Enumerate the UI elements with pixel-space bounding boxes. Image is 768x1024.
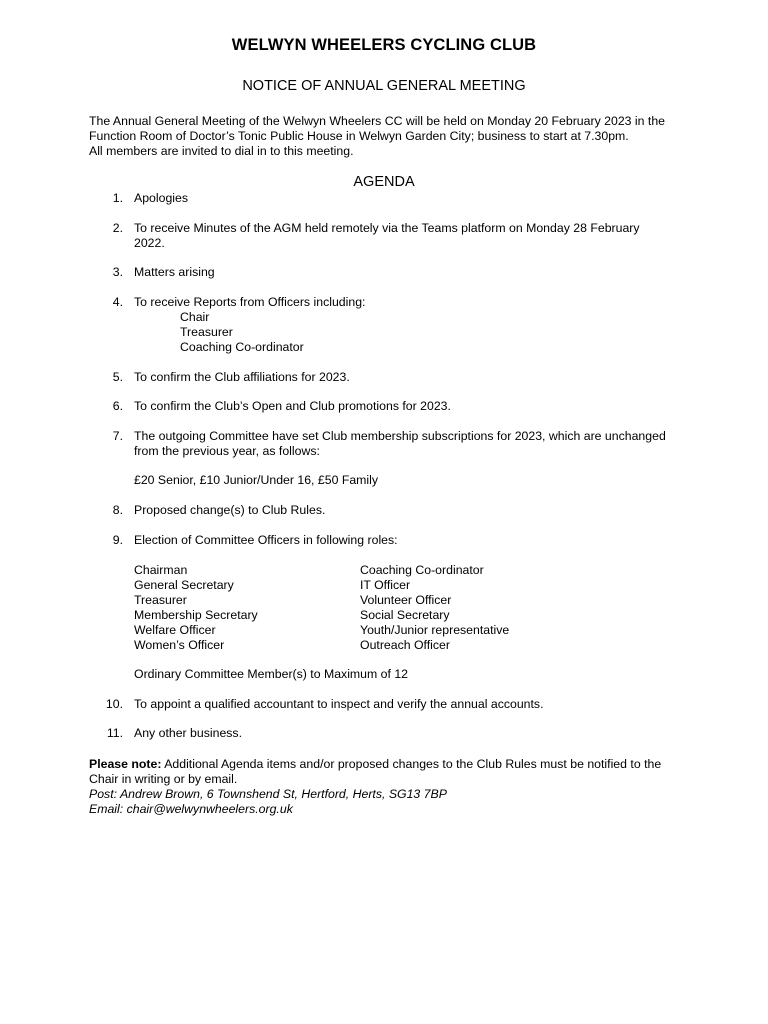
ordinary-members-note: Ordinary Committee Member(s) to Maximum of 12	[134, 667, 409, 681]
committee-role: Volunteer Officer	[360, 593, 452, 607]
committee-role: Coaching Co-ordinator	[360, 563, 484, 577]
agenda-item-text: from the previous year, as follows:	[134, 444, 320, 458]
document-title: WELWYN WHEELERS CYCLING CLUB	[231, 36, 537, 54]
agenda-item-number: 5.	[112, 370, 123, 384]
document-subtitle: NOTICE OF ANNUAL GENERAL MEETING	[242, 78, 526, 94]
agenda-item-text: To receive Minutes of the AGM held remotely via the Teams platform on Monday 28 February	[134, 221, 640, 235]
agenda-item-text: Proposed change(s) to Club Rules.	[134, 503, 326, 517]
committee-role: Chairman	[134, 563, 188, 577]
agenda-item-text: Election of Committee Officers in following roles:	[134, 533, 398, 547]
postal-address: Post: Andrew Brown, 6 Townshend St, Hertford, Herts, SG13 7BP	[89, 787, 447, 801]
roles-left-column	[134, 563, 258, 653]
agenda-item-text: The outgoing Committee have set Club membership subscriptions for 2023, which are unchanged	[134, 429, 666, 443]
intro-line: All members are invited to dial in to this meeting.	[89, 144, 354, 158]
agenda-item-text: 2022.	[134, 236, 165, 250]
please-note-section	[89, 757, 689, 817]
agenda-item-number: 10.	[105, 697, 123, 711]
agenda-item-number: 3.	[112, 265, 123, 279]
intro-paragraph	[89, 114, 689, 159]
agenda-item-number: 11.	[106, 726, 123, 740]
committee-role: Women’s Officer	[134, 638, 225, 652]
agenda-item-text: To receive Reports from Officers including:	[134, 295, 366, 309]
committee-role: General Secretary	[134, 578, 234, 592]
committee-role: Treasurer	[134, 593, 187, 607]
agenda-item-number: 1.	[112, 191, 123, 205]
committee-role: Welfare Officer	[134, 623, 216, 637]
agenda-item-number: 8.	[112, 503, 123, 517]
note-line	[89, 757, 689, 772]
agenda-item-text: To appoint a qualified accountant to inspect and verify the annual accounts.	[134, 697, 544, 711]
agenda-item-text: To confirm the Club’s Open and Club promotions for 2023.	[134, 399, 451, 413]
subscription-rates: £20 Senior, £10 Junior/Under 16, £50 Family	[134, 473, 379, 487]
note-line: Chair in writing or by email.	[89, 772, 238, 786]
committee-role: Membership Secretary	[134, 608, 258, 622]
note-label: Please note:	[89, 757, 162, 771]
agenda-item-text: Matters arising	[134, 265, 215, 279]
agenda-item-number: 9.	[112, 533, 123, 547]
note-text: Additional Agenda items and/or proposed changes to the Club Rules must be notified to the	[161, 757, 662, 771]
agenda-item-number: 4.	[112, 295, 123, 309]
intro-line: The Annual General Meeting of the Welwyn Wheelers CC will be held on Monday 20 February 2023 in the	[89, 114, 665, 128]
committee-role: Social Secretary	[360, 608, 450, 622]
agenda-item-text: To confirm the Club affiliations for 2023.	[134, 370, 350, 384]
agenda-item-number: 2.	[112, 221, 123, 235]
committee-role: IT Officer	[360, 578, 411, 592]
report-officer: Treasurer	[180, 325, 233, 339]
roles-right-column	[360, 563, 509, 653]
intro-line: Function Room of Doctor’s Tonic Public House in Welwyn Garden City; business to start at 7.30pm.	[89, 129, 629, 143]
contact-email: Email: chair@welwynwheelers.org.uk	[89, 802, 293, 816]
agenda-item-text: Any other business.	[134, 726, 243, 740]
report-officer: Chair	[180, 310, 210, 324]
committee-role: Youth/Junior representative	[360, 623, 510, 637]
committee-role: Outreach Officer	[360, 638, 450, 652]
agenda-heading: AGENDA	[353, 174, 415, 190]
report-officer: Coaching Co-ordinator	[180, 340, 304, 354]
agenda-item-text: Apologies	[134, 191, 189, 205]
agenda-item-number: 6.	[112, 399, 123, 413]
agenda-item-number: 7.	[112, 429, 123, 443]
